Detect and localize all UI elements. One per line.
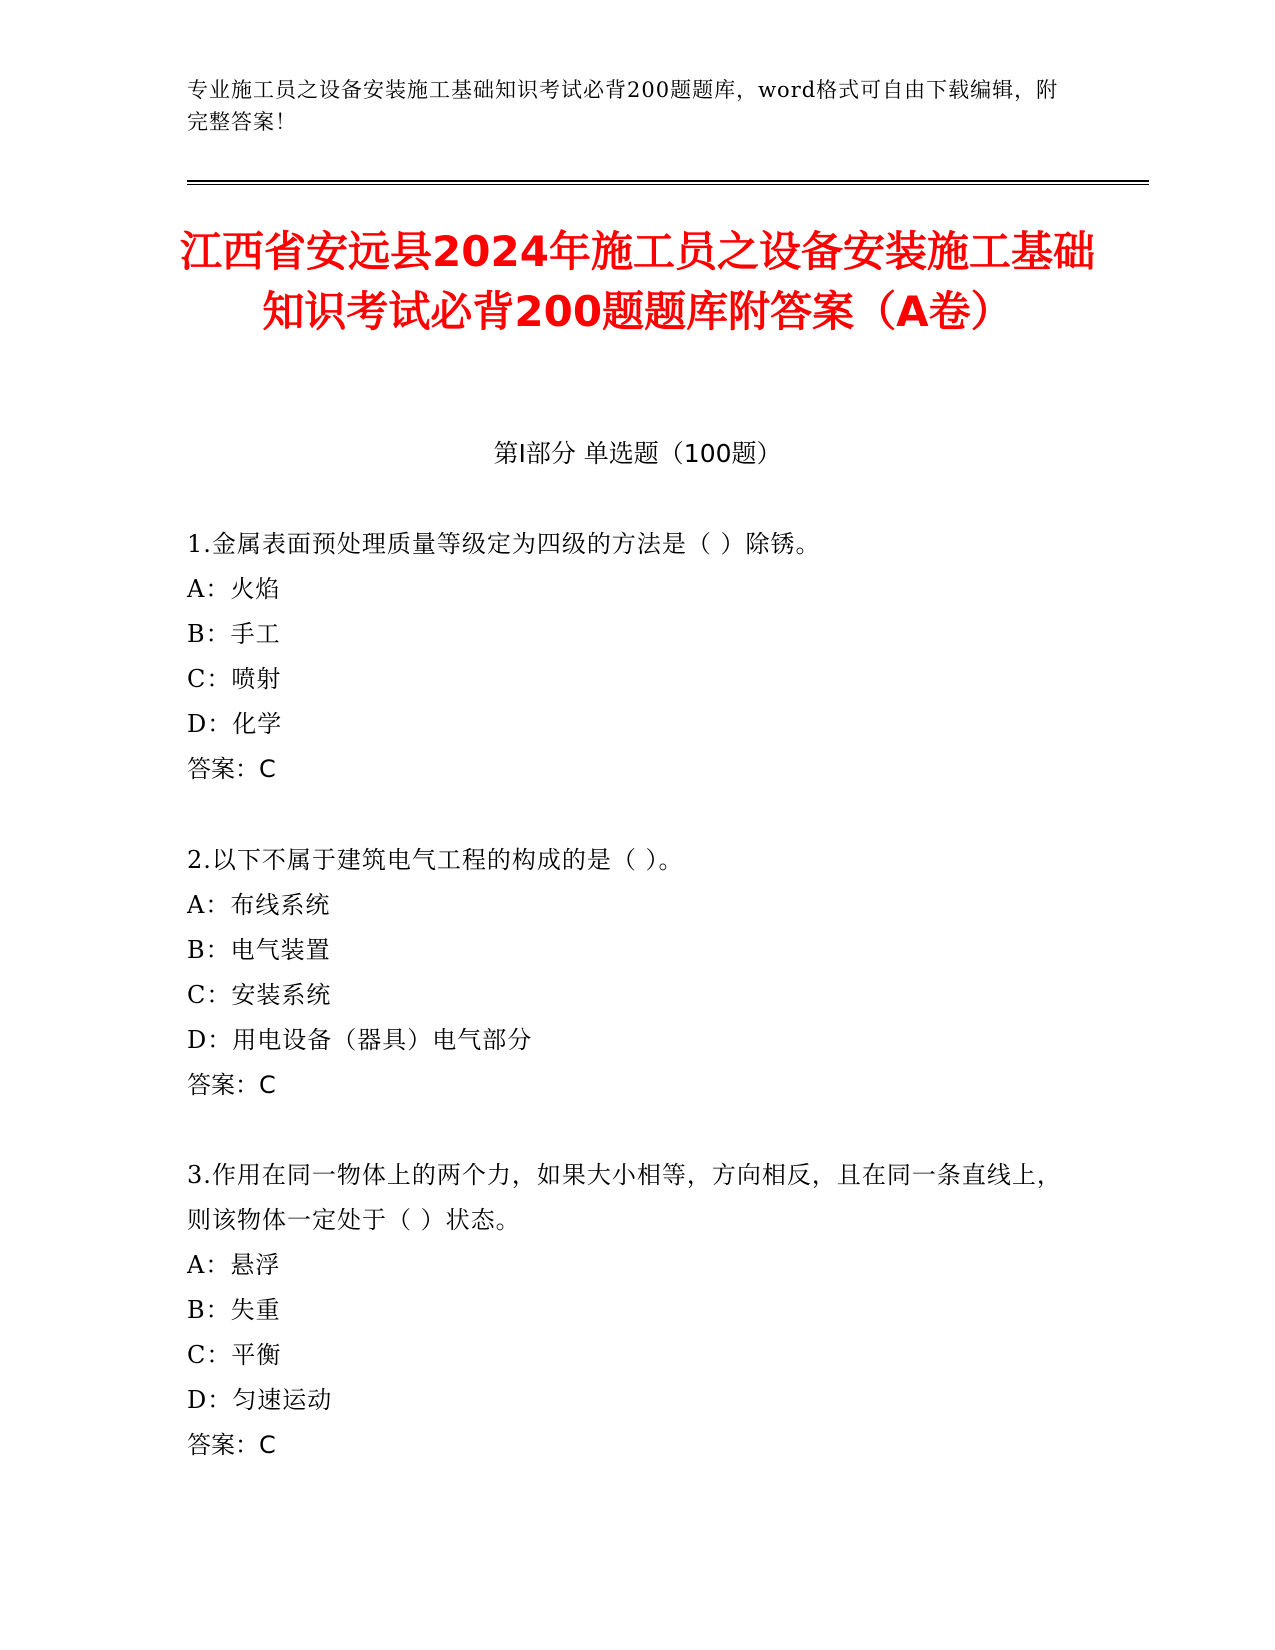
option-b: B：失重 <box>187 1296 281 1324</box>
option-d: D：化学 <box>187 710 283 738</box>
question-stem: 1.金属表面预处理质量等级定为四级的方法是（ ）除锈。 <box>187 530 821 558</box>
header-divider-thick <box>187 180 1149 182</box>
document-title: 江西省安远县2024年施工员之设备安装施工基础知识考试必背200题题库附答案（A卷） <box>180 227 1095 336</box>
option-a: A：悬浮 <box>187 1251 281 1279</box>
header-note: 专业施工员之设备安装施工基础知识考试必背200题题库，word格式可自由下载编辑，附完整答案！ <box>187 78 1059 134</box>
option-c: C：喷射 <box>187 665 282 693</box>
question-2 <box>187 838 1067 1108</box>
option-a: A：火焰 <box>187 575 281 603</box>
option-d: D：用电设备（器具）电气部分 <box>187 1026 533 1054</box>
option-a: A：布线系统 <box>187 891 331 919</box>
section-title: 第I部分 单选题（100题） <box>493 439 782 468</box>
answer: 答案：C <box>187 755 276 783</box>
option-c: C：平衡 <box>187 1341 282 1369</box>
option-b: B：手工 <box>187 620 281 648</box>
answer: 答案：C <box>187 1071 276 1099</box>
question-stem: 3.作用在同一物体上的两个力，如果大小相等，方向相反，且在同一条直线上，则该物体一定处于（ ）状态。 <box>187 1161 1062 1234</box>
option-c: C：安装系统 <box>187 981 332 1009</box>
answer: 答案：C <box>187 1431 276 1459</box>
question-1 <box>187 522 1067 792</box>
question-stem: 2.以下不属于建筑电气工程的构成的是（ ）。 <box>187 846 684 874</box>
option-d: D：匀速运动 <box>187 1386 333 1414</box>
question-3 <box>187 1153 1067 1468</box>
header-divider-thin <box>187 184 1149 185</box>
option-b: B：电气装置 <box>187 936 331 964</box>
